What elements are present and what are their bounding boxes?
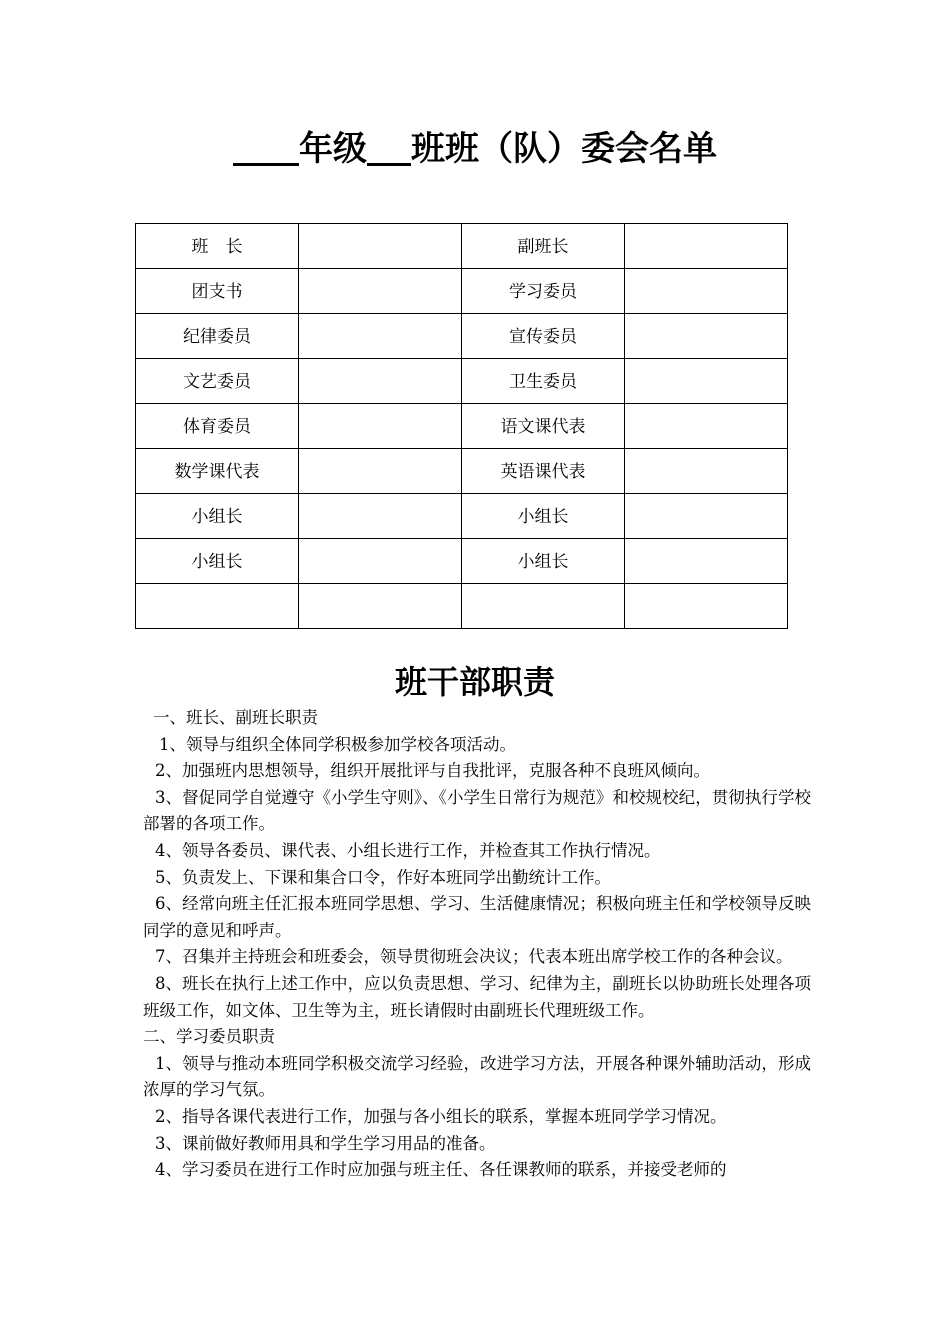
table-row	[136, 539, 788, 584]
table-row	[136, 314, 788, 359]
role-label-cell: 纪律委员	[136, 314, 299, 359]
name-entry-cell[interactable]	[625, 494, 788, 539]
duty-item: 5、负责发上、下课和集合口令，作好本班同学出勤统计工作。	[155, 867, 611, 887]
name-entry-cell[interactable]	[299, 224, 462, 269]
table-row	[136, 224, 788, 269]
name-entry-cell[interactable]	[625, 359, 788, 404]
duty-item: 3、课前做好教师用具和学生学习用品的准备。	[155, 1133, 496, 1153]
title-grade-text: 年级	[299, 129, 367, 169]
duties-body	[143, 705, 811, 1184]
duty-item: 4、领导各委员、课代表、小组长进行工作，并检查其工作执行情况。	[155, 840, 661, 860]
duty-item: 7、召集并主持班会和班委会，领导贯彻班会决议；代表本班出席学校工作的各种会议。	[155, 947, 793, 967]
duty-item: 3、督促同学自觉遵守《小学生守则》、《小学生日常行为规范》和校规校纪，贯彻执行学校部署的各项工作。	[143, 787, 811, 834]
name-entry-cell[interactable]	[299, 314, 462, 359]
title-rest-text: 班班（队）委会名单	[411, 129, 717, 169]
role-label-cell: 数学课代表	[136, 449, 299, 494]
duty-item: 2、加强班内思想领导，组织开展批评与自我批评，克服各种不良班风倾向。	[155, 761, 710, 781]
name-entry-cell[interactable]	[299, 539, 462, 584]
role-label-cell: 小组长	[462, 539, 625, 584]
role-label-cell: 小组长	[136, 539, 299, 584]
table-row	[136, 584, 788, 629]
role-label-cell: 团支书	[136, 269, 299, 314]
section-heading-monitor: 一、班长、副班长职责	[153, 708, 318, 727]
role-label-cell: 小组长	[462, 494, 625, 539]
role-label-cell: 语文课代表	[462, 404, 625, 449]
empty-cell[interactable]	[299, 584, 462, 629]
role-label-cell: 学习委员	[462, 269, 625, 314]
table-row	[136, 404, 788, 449]
table-row	[136, 269, 788, 314]
name-entry-cell[interactable]	[625, 404, 788, 449]
table-row	[136, 359, 788, 404]
class-blank[interactable]	[367, 133, 411, 166]
name-entry-cell[interactable]	[625, 449, 788, 494]
name-entry-cell[interactable]	[625, 539, 788, 584]
role-label-cell: 小组长	[136, 494, 299, 539]
page-title	[0, 123, 950, 175]
role-label-cell: 宣传委员	[462, 314, 625, 359]
name-entry-cell[interactable]	[299, 494, 462, 539]
duty-item: 6、经常向班主任汇报本班同学思想、学习、生活健康情况；积极向班主任和学校领导反映同学的意见和呼声。	[143, 894, 811, 940]
role-label-cell: 班 长	[136, 224, 299, 269]
table-row	[136, 494, 788, 539]
duty-item: 2、指导各课代表进行工作，加强与各小组长的联系，掌握本班同学学习情况。	[155, 1106, 727, 1126]
empty-cell[interactable]	[462, 584, 625, 629]
role-label-cell: 副班长	[462, 224, 625, 269]
duty-item: 8、班长在执行上述工作中，应以负责思想、学习、纪律为主，副班长以协助班长处理各项班级工作，如文体、卫生等为主，班长请假时由副班长代理班级工作。	[143, 973, 811, 1020]
role-label-cell: 卫生委员	[462, 359, 625, 404]
duty-item: 1、领导与推动本班同学积极交流学习经验，改进学习方法，开展各种课外辅助活动，形成浓厚的学习气氛。	[143, 1053, 811, 1100]
duty-item: 4、学习委员在进行工作时应加强与班主任、各任课教师的联系，并接受老师的	[155, 1160, 727, 1180]
empty-cell[interactable]	[625, 584, 788, 629]
duties-title: 班干部职责	[394, 663, 555, 701]
role-label-cell: 体育委员	[136, 404, 299, 449]
duty-item: 1、领导与组织全体同学积极参加学校各项活动。	[159, 734, 516, 754]
empty-cell[interactable]	[136, 584, 299, 629]
role-label-cell: 英语课代表	[462, 449, 625, 494]
name-entry-cell[interactable]	[625, 314, 788, 359]
name-entry-cell[interactable]	[299, 449, 462, 494]
committee-roster-table	[135, 223, 788, 629]
name-entry-cell[interactable]	[299, 359, 462, 404]
name-entry-cell[interactable]	[625, 269, 788, 314]
role-label-cell: 文艺委员	[136, 359, 299, 404]
grade-blank[interactable]	[233, 133, 299, 166]
section-heading-study: 二、学习委员职责	[143, 1027, 275, 1047]
name-entry-cell[interactable]	[299, 404, 462, 449]
name-entry-cell[interactable]	[625, 224, 788, 269]
name-entry-cell[interactable]	[299, 269, 462, 314]
table-row	[136, 449, 788, 494]
